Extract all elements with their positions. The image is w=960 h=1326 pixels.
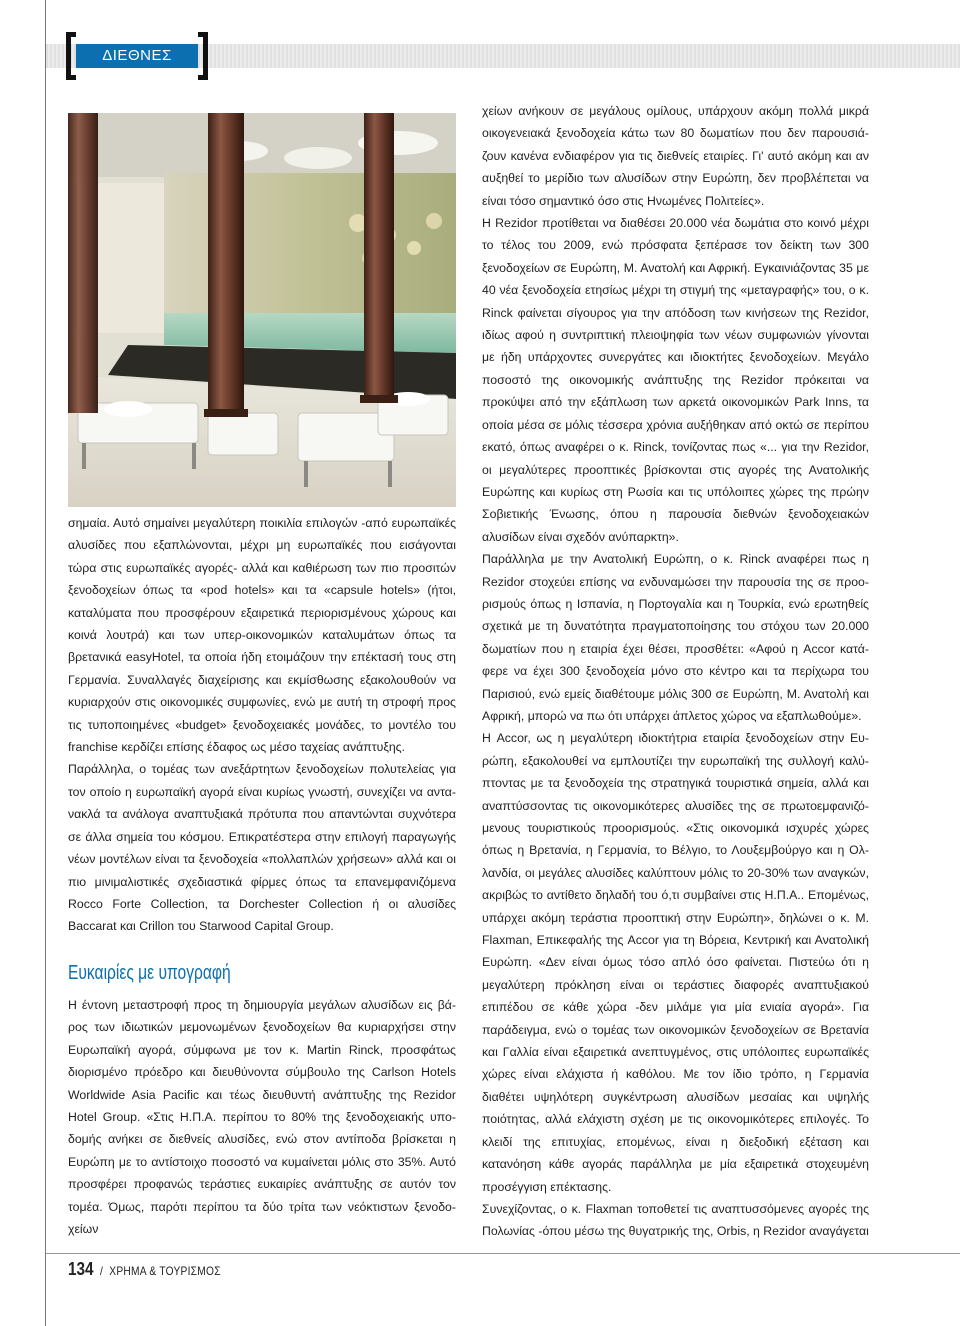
paragraph: Η έντονη μεταστροφή προς τη δημιουργία μεγάλων αλυσίδων εις βάρος των ιδιωτικών μεμονωμένων ξενοδοχείων θα κυριαρχήσει στην Ευρωπαϊκή αγορά, σύμφωνα με τον κ. Martin Rinck, προσφάτως διορισμένο πρόεδρο και διευθύνοντα σύμβουλο της Carlson Hotels Worldwide Asia Pacific και τέως διευθυντή ανάπτυξης της Rezidor Hotel Group. «Στις Η.Π.Α. περίπου το 80% της ξενοδοχειακής υποδομής ανήκει σε διεθνείς αλυσίδες, ενώ στον αντίποδα βρίσκεται η Ευρώπη με το αντίστοιχο ποσοστό να κυμαίνεται μόλις στο 35%. Αυτό προσφέρει προφανώς τεράστιες ευκαιρίες ανάπτυξης σε αυτόν τον τομέα. Όμως, παρότι περίπου τα δύο τρίτα των νεόκτιστων ξενοδοχείων [68,998,456,1237]
pool-illustration [68,113,456,507]
paragraph: Η Rezidor προτίθεται να διαθέσει 20.000 νέα δωμάτια στο κοινό μέχρι το τέλος του 2009, ενώ πρόσφατα ξεπέρασε τον δείκτη των 300 ξενοδοχείων σε Ευρώπη, Μ. Ανατολή και Αφρική. Εγκαινιάζοντας 35 με 40 νέα ξενοδοχεία ετησίως μέχρι τη στιγμή της «μεταγραφής» του, ο κ. Rinck φαίνεται σίγουρος για την απόδοση των κινήσεων της Rezidor, ιδίως αφού η συντριπτική πλειοψηφία των νέων συμφωνιών γίνονται με ήδη υπάρχοντες συνεργάτες και ιδιοκτήτες ξενοδοχείων. Μεγάλο ποσοστό της οικονομικής ανάπτυξης της Rezidor πρόκειται να προκύψει από την εξάπλωση των αρκετά οικονομικών Park Inns, τα οποία μέσα σε μόλις τέσσερα χρόνια αυξήθηκαν από οκτώ σε περίπου εκατό, όπως αναφέρει ο κ. Rinck, τονίζοντας πως «... για την Rezidor, οι μεγαλύτερες προοπτικές βρίσκονται στις αγορές της Ανατολικής Ευρώπης και κυρίως στη Ρωσία και τις υπόλοιπες χώρες της πρώην Σοβιετικής Ένωσης, όπου η παρουσία διεθνών ξενοδοχειακών αλυσίδων είναι σχεδόν ανύπαρκτη». [482,216,869,544]
paragraph: χείων ανήκουν σε μεγάλους ομίλους, υπάρχουν ακόμη πολλά μικρά οικογενειακά ξενοδοχεία κάτω των 80 δωματίων που δεν παρουσιάζουν κανένα ενδιαφέρον για τις διεθνείς εταιρίες. Γι' αυτό ακόμη και αν αυξηθεί το μερίδιο των αλυσίδων στην Ευρώπη, δεν προβλέπεται να είναι τόσο σημαντικό όσο στις Ηνωμένες Πολιτείες». [482,104,869,208]
left-bracket [66,32,76,80]
paragraph: Συνεχίζοντας, ο κ. Flaxman τοποθετεί τις αναπτυσσόμενες αγορές της Πολωνίας -όπου μέσω της θυγατρικής της, Orbis, η Rezidor αναγάγεται [482,1201,869,1239]
right-column-text [482,100,869,1243]
left-margin-rule [45,0,46,1326]
section-subheading: Ευκαιρίες με υπογραφή [68,962,231,984]
paragraph: σημαία. Αυτό σημαίνει μεγαλύτερη ποικιλία επιλογών -από ευρωπαϊκές αλυσίδες που εξαπλώνονται, μέχρι μη ευρωπαϊκές που εισάγονται τώρα στις ευρωπαϊκές αγορές- αλλά και καθιέρωση των πιο προσιτών ξενοδοχείων όπως τα «pod hotels» και τα «capsule hotels» (ήτοι, καταλύματα που προσφέρουν εξαιρετικά περιορισμένους χώρους και κοινά λουτρά) και των υπερ-οικονομικών καταλυμάτων όπως τα βρετανικά easyHotel, τα οποία ήδη ετοιμάζουν την επέκτασή τους στη Γερμανία. Συναλλαγές διαχείρισης και εκμίσθωσης εξακολουθούν να κυριαρχούν στις οικονομικές συμφωνίες, ενώ με αυτή τη στροφή προς τις τυποποιημένες «budget» ξενοδοχειακές μονάδες, το μοντέλο του franchise κερδίζει επίσης έδαφος ως μέσο ταχείας ανάπτυξης. [68,516,456,755]
page-number: 134 [68,1259,94,1279]
paragraph: Παράλληλα, ο τομέας των ανεξάρτητων ξενοδοχείων πολυτελείας για τον οποίο η ευρωπαϊκή αγορά είναι κυρίως γνωστή, συνεχίζει να αντανακλά τα ανάλογα αναπτυξιακά πρότυπα που απαντώνται συχνότερα σε άλλα σημεία του κόσμου. Επικρατέστερα στην επιλογή παραγωγής νέων μοντέλων είναι τα ξενοδοχεία «πολλαπλών χρήσεων» αλλά και οι πιο μινιμαλιστικές σχεδιαστικά φίρμες όπως τα επανεμφανιζόμενα Rocco Forte Collection, τα Dorchester Collection ή οι αλυσίδες Baccarat και Crillon του Starwood Capital Group. [68,762,456,934]
spa-pool-photo [68,113,456,507]
magazine-title [100,1264,221,1278]
paragraph: Παράλληλα με την Ανατολική Ευρώπη, ο κ. Rinck αναφέρει πως η Rezidor στοχεύει επίσης να ενδυναμώσει την παρουσία της σε προορισμούς όπως η Ισπανία, η Πορτογαλία και η Τουρκία, ενώ ερωτηθείς σχετικά με τη δυνατότητα πραγματοποίησης του στόχου των 20.000 δωματίων που η εταιρία έχει θέσει, προσθέτει: «Αφού η Accor κατάφερε να έχει 300 ξενοδοχεία μόνο στο κέντρο και τα περίχωρα του Παρισιού, ενώ εμείς διαθέτουμε μόλις 300 σε Ευρώπη, Μ. Ανατολή και Αφρική, μπορώ να πω ότι υπάρχει άπλετος χώρος να εξαπλωθούμε». [482,552,869,723]
footer-rule [46,1253,960,1254]
left-column-top-text [68,512,456,938]
right-bracket [198,32,208,80]
magazine-name: ΧΡΗΜΑ & ΤΟΥΡΙΣΜΟΣ [109,1264,221,1278]
left-column-bottom-text [68,994,456,1240]
footer-separator: / [100,1264,104,1278]
paragraph: Η Accor, ως η μεγαλύτερη ιδιοκτήτρια εταιρία ξενοδοχείων στην Ευρώπη, εξακολουθεί να εμπλουτίζει την ευρωπαϊκή της συλλογή καλύπτοντας με τα ξενοδοχεία της στρατηγικά τουριστικά σημεία, αλλά και αναπτύσσοντας τις οικονομικότερες αλυσίδες της σε πρωτοεμφανιζόμενους τουριστικούς προορισμούς. «Στις οικονομικά ισχυρές χώρες όπως η Βρετανία, η Γερμανία, το Βέλγιο, το Λουξεμβούργο και η Ολλανδία, οι μεγάλες αλυσίδες καλύπτουν μόλις το 20-30% των αναγκών, ακριβώς το αντίθετο δηλαδή του ό,τι συμβαίνει στις Η.Π.Α.. Επομένως, υπάρχει ακόμη τεράστια προοπτική στην Ευρώπη», δηλώνει ο κ. Μ. Flaxman, Επικεφαλής της Accor για τη Βόρεια, Κεντρική και Ανατολική Ευρώπη. «Δεν είναι όμως τόσο απλό όσο φαίνεται. Πιστεύω ότι η μεγαλύτερη πρόκληση είναι οι τεράστιες διαφορές αναπτυξιακού επιπέδου σε κάθε χώρα -δεν μιλάμε για μία ενιαία αγορά». Για παράδειγμα, ενώ ο τομέας των οικονομικών ξενοδοχείων σε Βρετανία και Γαλλία είναι εξαιρετικά ανεπτυγμένος, στις υπόλοιπες ευρωπαϊκές χώρες είναι ελάχιστα ή καθόλου. Με τον ίδιο τρόπο, η Γερμανία διαθέτει υψηλότερη συγκέντρωση αλυσίδων μεσαίας και υψηλής ποιότητας, αλλά ελάχιστη σχέση με τις οικονομικότερες επιλογές. Το κλειδί της επιτυχίας, επομένως, είναι η διεξοδική εξέταση και κατανόηση κάθε αγοράς παράλληλα με μία εξαιρετικά στοχευμένη προσέγγιση επέκτασης. [482,731,869,1194]
section-label: ΔΙΕΘΝΕΣ [76,44,198,68]
